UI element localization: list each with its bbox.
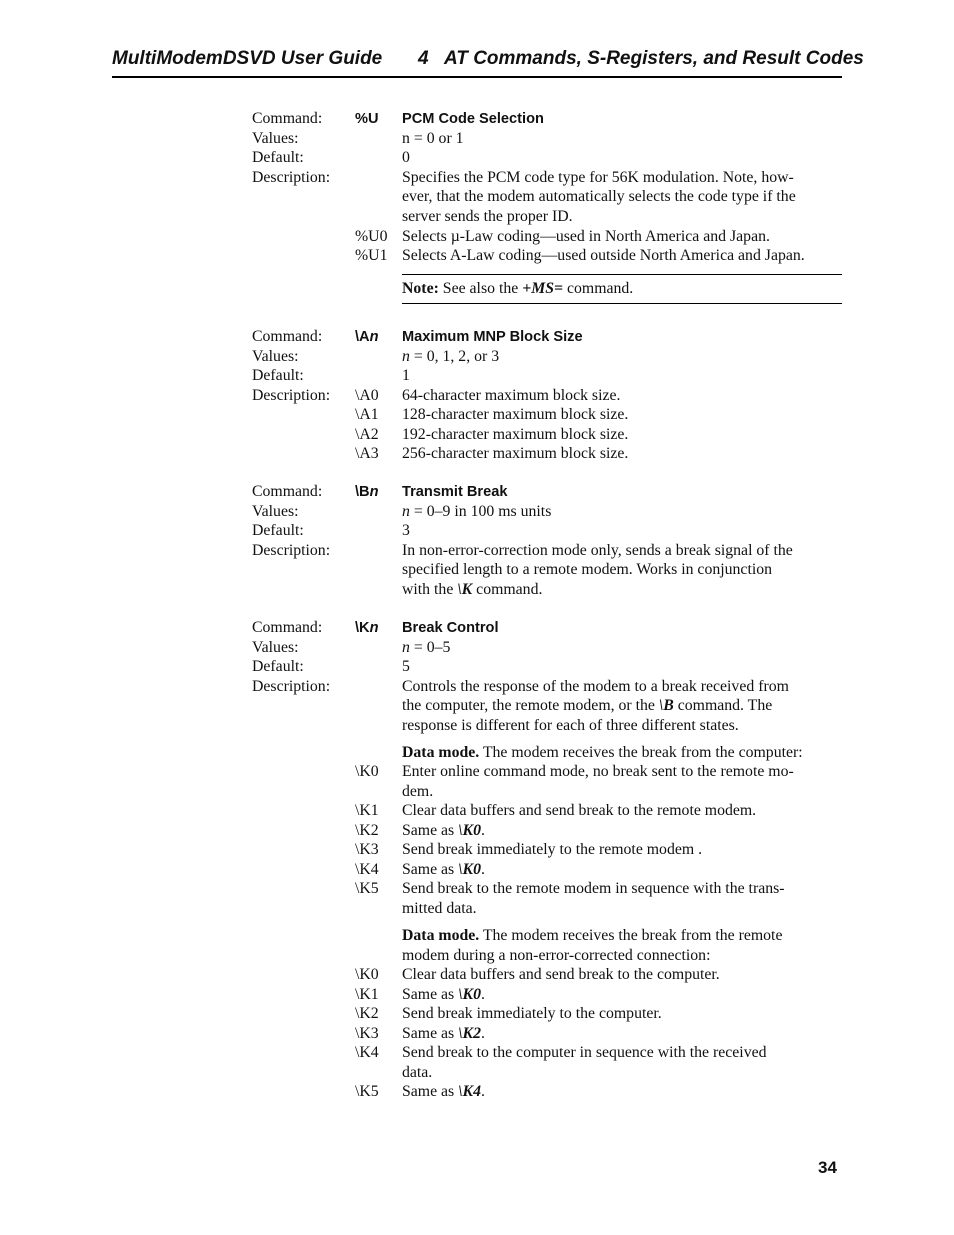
option-row <box>0 985 954 1005</box>
option-row <box>0 801 954 821</box>
option-row <box>0 879 954 899</box>
option-code: \K5 <box>355 880 379 897</box>
label-command: Command: <box>252 619 323 636</box>
command-title: Break Control <box>402 620 499 636</box>
option-row <box>0 386 954 406</box>
command-reference: \K2 <box>458 1025 481 1042</box>
command-code: \Kn <box>355 620 379 636</box>
option-code: \K0 <box>355 966 379 983</box>
default-value: 1 <box>402 367 410 384</box>
guide-title: MultiModemDSVD User Guide <box>112 48 383 69</box>
description-line: response is different for each of three different states. <box>402 717 739 734</box>
option-code: \K2 <box>355 822 379 839</box>
option-row <box>0 1043 954 1063</box>
label-values: Values: <box>252 503 299 520</box>
command-reference: \K4 <box>458 1083 481 1100</box>
option-text: Send break immediately to the computer. <box>402 1005 662 1022</box>
note-command: +MS= <box>522 280 564 297</box>
label-values: Values: <box>252 130 299 147</box>
command-reference: \K0 <box>458 822 481 839</box>
label-command: Command: <box>252 483 323 500</box>
option-text: Send break to the remote modem in sequence with the trans- <box>402 880 785 897</box>
values-text: n = 0–5 <box>402 639 451 656</box>
option-code: \K5 <box>355 1083 379 1100</box>
note-text-end: command. <box>563 280 634 297</box>
option-text: Selects µ-Law coding—used in North America and Japan. <box>402 228 770 245</box>
label-command: Command: <box>252 110 323 127</box>
option-text: Selects A-Law coding—used outside North America and Japan. <box>402 247 805 264</box>
option-code: \K4 <box>355 861 379 878</box>
command-title: Maximum MNP Block Size <box>402 329 583 345</box>
note-bottom-rule <box>402 303 842 304</box>
option-text: Send break immediately to the remote modem . <box>402 841 703 858</box>
option-row <box>0 1004 954 1024</box>
description-line: specified length to a remote modem. Works in conjunction <box>402 561 773 578</box>
option-row <box>0 762 954 782</box>
command-code: \An <box>355 329 379 345</box>
option-text: 64-character maximum block size. <box>402 387 621 404</box>
note <box>0 279 954 299</box>
label-default: Default: <box>252 149 304 166</box>
option-code: \K0 <box>355 763 379 780</box>
label-description: Description: <box>252 678 331 695</box>
label-default: Default: <box>252 367 304 384</box>
option-row <box>0 425 954 445</box>
option-text: 256-character maximum block size. <box>402 445 629 462</box>
option-row <box>0 1024 954 1044</box>
running-header <box>112 46 864 78</box>
default-value: 5 <box>402 658 410 675</box>
option-text-cont: dem. <box>402 783 434 800</box>
mode-heading: Data mode. The modem receives the break from the remote <box>402 927 783 944</box>
chapter-title: AT Commands, S-Registers, and Result Codes <box>444 48 864 69</box>
option-row <box>0 444 954 464</box>
option-row <box>0 227 954 247</box>
option-text: Clear data buffers and send break to the remote modem. <box>402 802 757 819</box>
description-line: ever, that the modem automatically selects the code type if the <box>402 188 796 205</box>
mode-label: Data mode. <box>402 927 480 944</box>
option-code: \A1 <box>355 406 379 423</box>
mode-heading: Data mode. The modem receives the break from the computer: <box>402 744 803 761</box>
option-row <box>0 840 954 860</box>
option-code: %U0 <box>355 228 388 245</box>
note-text: See also the <box>438 280 523 297</box>
description-line: Specifies the PCM code type for 56K modulation. Note, how- <box>402 169 794 186</box>
note-top-rule <box>402 274 842 275</box>
description-line: server sends the proper ID. <box>402 208 573 225</box>
option-text: Same as \K2. <box>402 1025 485 1042</box>
command-title: PCM Code Selection <box>402 111 544 127</box>
label-description: Description: <box>252 387 331 404</box>
option-row <box>0 246 954 266</box>
command-reference: \K0 <box>458 986 481 1003</box>
option-text: Same as \K4. <box>402 1083 485 1100</box>
description-line: In non-error-correction mode only, sends a break signal of the <box>402 542 793 559</box>
option-text: 192-character maximum block size. <box>402 426 629 443</box>
description-line: Controls the response of the modem to a break received from <box>402 678 789 695</box>
label-values: Values: <box>252 348 299 365</box>
description-line: the computer, the remote modem, or the \B command. The <box>402 697 773 714</box>
description-line: with the \K command. <box>402 581 543 598</box>
option-text: Enter online command mode, no break sent to the remote mo- <box>402 763 794 780</box>
option-code: \K1 <box>355 986 379 1003</box>
command-reference: \K0 <box>458 861 481 878</box>
label-description: Description: <box>252 169 331 186</box>
values-text: n = 0–9 in 100 ms units <box>402 503 552 520</box>
option-code: \K2 <box>355 1005 379 1022</box>
label-default: Default: <box>252 522 304 539</box>
default-value: 0 <box>402 149 410 166</box>
option-code: \K3 <box>355 841 379 858</box>
mode-label: Data mode. <box>402 744 480 761</box>
command-reference: \B <box>658 697 674 714</box>
option-text: Same as \K0. <box>402 986 485 1003</box>
option-code: \K1 <box>355 802 379 819</box>
option-row <box>0 1082 954 1102</box>
command-reference: \K <box>457 581 473 598</box>
option-code: \A3 <box>355 445 379 462</box>
mode-heading-cont: modem during a non-error-corrected connection: <box>402 947 711 964</box>
option-row <box>0 965 954 985</box>
command-code: \Bn <box>355 484 379 500</box>
option-code: \A0 <box>355 387 379 404</box>
option-row <box>0 860 954 880</box>
option-text: 128-character maximum block size. <box>402 406 629 423</box>
values-text: n = 0, 1, 2, or 3 <box>402 348 500 365</box>
label-default: Default: <box>252 658 304 675</box>
option-row <box>0 405 954 425</box>
command-code: %U <box>355 111 379 127</box>
option-text: Same as \K0. <box>402 861 485 878</box>
option-code: \K4 <box>355 1044 379 1061</box>
page-number: 34 <box>818 1158 837 1177</box>
option-code: %U1 <box>355 247 388 264</box>
option-text: Same as \K0. <box>402 822 485 839</box>
option-text-cont: data. <box>402 1064 433 1081</box>
option-code: \K3 <box>355 1025 379 1042</box>
values-text: n = 0 or 1 <box>402 130 464 147</box>
command-title: Transmit Break <box>402 484 508 500</box>
option-row <box>0 821 954 841</box>
label-values: Values: <box>252 639 299 656</box>
default-value: 3 <box>402 522 410 539</box>
label-description: Description: <box>252 542 331 559</box>
chapter-number: 4 <box>418 48 429 69</box>
option-text: Clear data buffers and send break to the computer. <box>402 966 720 983</box>
option-code: \A2 <box>355 426 379 443</box>
label-command: Command: <box>252 328 323 345</box>
option-text: Send break to the computer in sequence with the received <box>402 1044 767 1061</box>
note-label: Note: <box>402 280 439 297</box>
option-text-cont: mitted data. <box>402 900 477 917</box>
